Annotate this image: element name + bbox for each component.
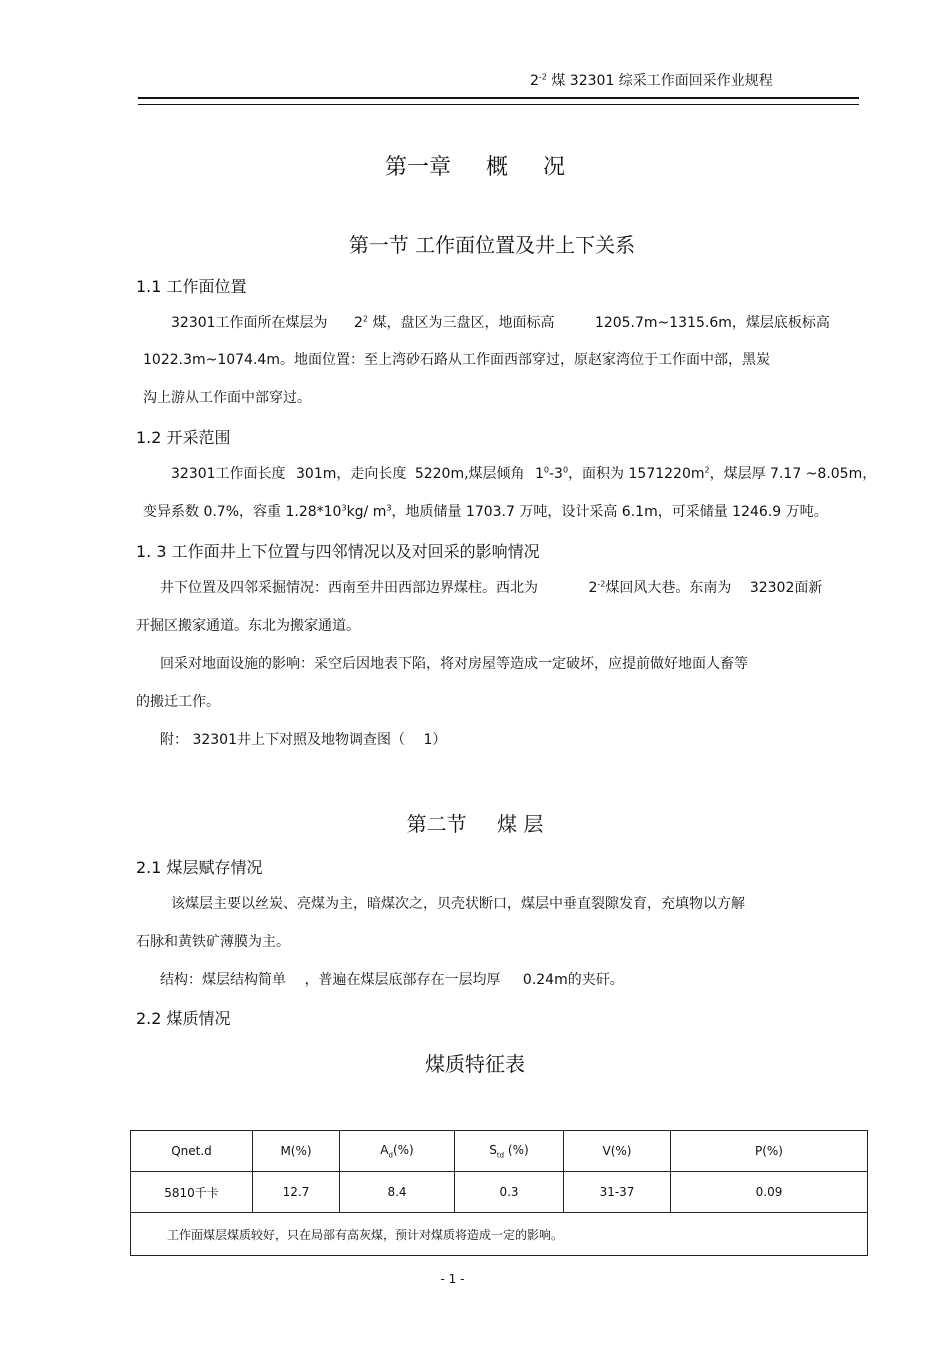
heading-1-2: 1.2 开采范围	[136, 428, 231, 447]
text: -3	[549, 466, 563, 482]
text: (%)	[392, 1142, 414, 1157]
para-1-2-line1	[171, 463, 876, 483]
coal-quality-table	[130, 1130, 868, 1256]
header-cell-a	[340, 1131, 455, 1172]
text: 32301工作面所在煤层为	[171, 315, 328, 331]
text: 结构：煤层结构简单	[160, 972, 286, 988]
para-1-3-line2: 开掘区搬家通道。东北为搬家通道。	[136, 618, 360, 634]
page-number: - 1 -	[440, 1272, 465, 1286]
superscript: 0	[562, 465, 569, 475]
chapter-title-part2: 概	[485, 155, 508, 180]
text: 32301工作面长度	[171, 466, 286, 482]
para-2-1-line2: 石脉和黄铁矿薄膜为主。	[136, 934, 290, 950]
header-cell-v: V(%)	[564, 1131, 671, 1172]
header-cell-p: P(%)	[671, 1131, 868, 1172]
para-1-3-line5	[160, 729, 446, 749]
text: 井下位置及四邻采掘情况：西南至井田西部边界煤柱。西北为	[160, 580, 538, 596]
superscript: 0	[543, 465, 549, 475]
chapter-title	[0, 150, 950, 181]
para-1-3-line3: 回采对地面设施的影响：采空后因地表下陷，将对房屋等造成一定破坏，应提前做好地面人畜等	[160, 656, 748, 672]
heading-1-1: 1.1 工作面位置	[136, 277, 247, 296]
text: S	[489, 1142, 497, 1157]
header-cell-s	[455, 1131, 564, 1172]
cell-qnet: 5810千卡	[131, 1172, 253, 1213]
text: 32302面新	[749, 580, 823, 596]
para-1-1-line1	[171, 312, 830, 332]
para-1-1-line2: 1022.3m~1074.4m。地面位置：至上湾砂石路从工作面西部穿过，原赵家湾位于工作面中部，黑炭	[143, 352, 770, 368]
text: 变异系数 0.7%，容重 1.28*10	[143, 504, 342, 520]
cell-a: 8.4	[340, 1172, 455, 1213]
subscript: td	[496, 1151, 505, 1160]
text: ，普遍在煤层底部存在一层均厚	[304, 972, 501, 988]
para-1-3-line4: 的搬迁工作。	[136, 694, 220, 710]
para-2-1-line1: 该煤层主要以丝炭、亮煤为主，暗煤次之，贝壳状断口，煤层中垂直裂隙发育，充填物以方解	[171, 896, 745, 912]
superscript: 3	[386, 503, 392, 513]
superscript: 2	[362, 314, 369, 324]
header-rule-thick	[138, 97, 859, 99]
text: ，面积为 1571220m	[568, 466, 705, 482]
cell-s: 0.3	[455, 1172, 564, 1213]
text: 煤 层	[497, 812, 544, 836]
section1-title: 第一节 工作面位置及井上下关系	[348, 233, 636, 257]
table-row	[131, 1172, 868, 1213]
text: 1）	[423, 732, 447, 748]
section2-title	[0, 808, 950, 837]
header-cell-m: M(%)	[253, 1131, 340, 1172]
superscript: -2	[597, 579, 606, 589]
cell-m: 12.7	[253, 1172, 340, 1213]
superscript: 2	[704, 465, 710, 475]
table-header-row	[131, 1131, 868, 1172]
page-header	[530, 70, 773, 90]
heading-1-3: 1. 3 工作面井上下位置与四邻情况以及对回采的影响情况	[136, 542, 540, 561]
cell-p: 0.09	[671, 1172, 868, 1213]
text: ，地质储量 1703.7 万吨，设计采高 6.1m，可采储量 1246.9 万吨。	[391, 504, 828, 520]
text: 0.24m的夹矸。	[522, 972, 624, 988]
text: 2	[588, 580, 598, 596]
heading-2-2: 2.2 煤质情况	[136, 1009, 231, 1028]
para-1-3-line1	[160, 577, 822, 597]
para-1-2-line2	[143, 501, 828, 521]
text: 1	[534, 466, 544, 482]
text: 第二节	[406, 812, 467, 836]
text: 煤回风大巷。东南为	[605, 580, 732, 596]
subscript: d	[388, 1151, 393, 1160]
text: 301m，走向长度	[296, 466, 407, 482]
text: A	[380, 1142, 389, 1157]
header-prefix: 2	[530, 73, 539, 89]
chapter-title-part3: 况	[543, 155, 566, 180]
cell-v: 31-37	[564, 1172, 671, 1213]
chapter-title-part1: 第一章	[384, 155, 451, 180]
para-2-1-line3	[160, 969, 624, 989]
text: kg/ m	[346, 504, 387, 520]
header-cell-qnet: Qnet.d	[131, 1131, 253, 1172]
text: 1205.7m~1315.6m，煤层底板标高	[594, 315, 830, 331]
superscript: 3	[341, 503, 347, 513]
header-text: 煤 32301 综采工作面回采作业规程	[551, 73, 773, 89]
para-1-1-line3: 沟上游从工作面中部穿过。	[143, 390, 311, 406]
heading-2-1: 2.1 煤层赋存情况	[136, 858, 263, 877]
text: 2	[354, 315, 363, 331]
text: ，煤层厚 7.17 ~8.05m，	[709, 466, 877, 482]
table-note-row	[131, 1213, 868, 1256]
text: 煤，盘区为三盘区，地面标高	[372, 315, 555, 331]
table-note: 工作面煤层煤质较好，只在局部有高灰煤，预计对煤质将造成一定的影响。	[131, 1213, 868, 1256]
text: 附： 32301井上下对照及地物调查图（	[160, 732, 405, 748]
header-rule-thin	[138, 104, 859, 105]
header-sup: -2	[538, 72, 547, 82]
text: 5220m,煤层倾角	[414, 466, 525, 482]
text: (%)	[504, 1142, 529, 1157]
table-title: 煤质特征表	[425, 1052, 525, 1076]
